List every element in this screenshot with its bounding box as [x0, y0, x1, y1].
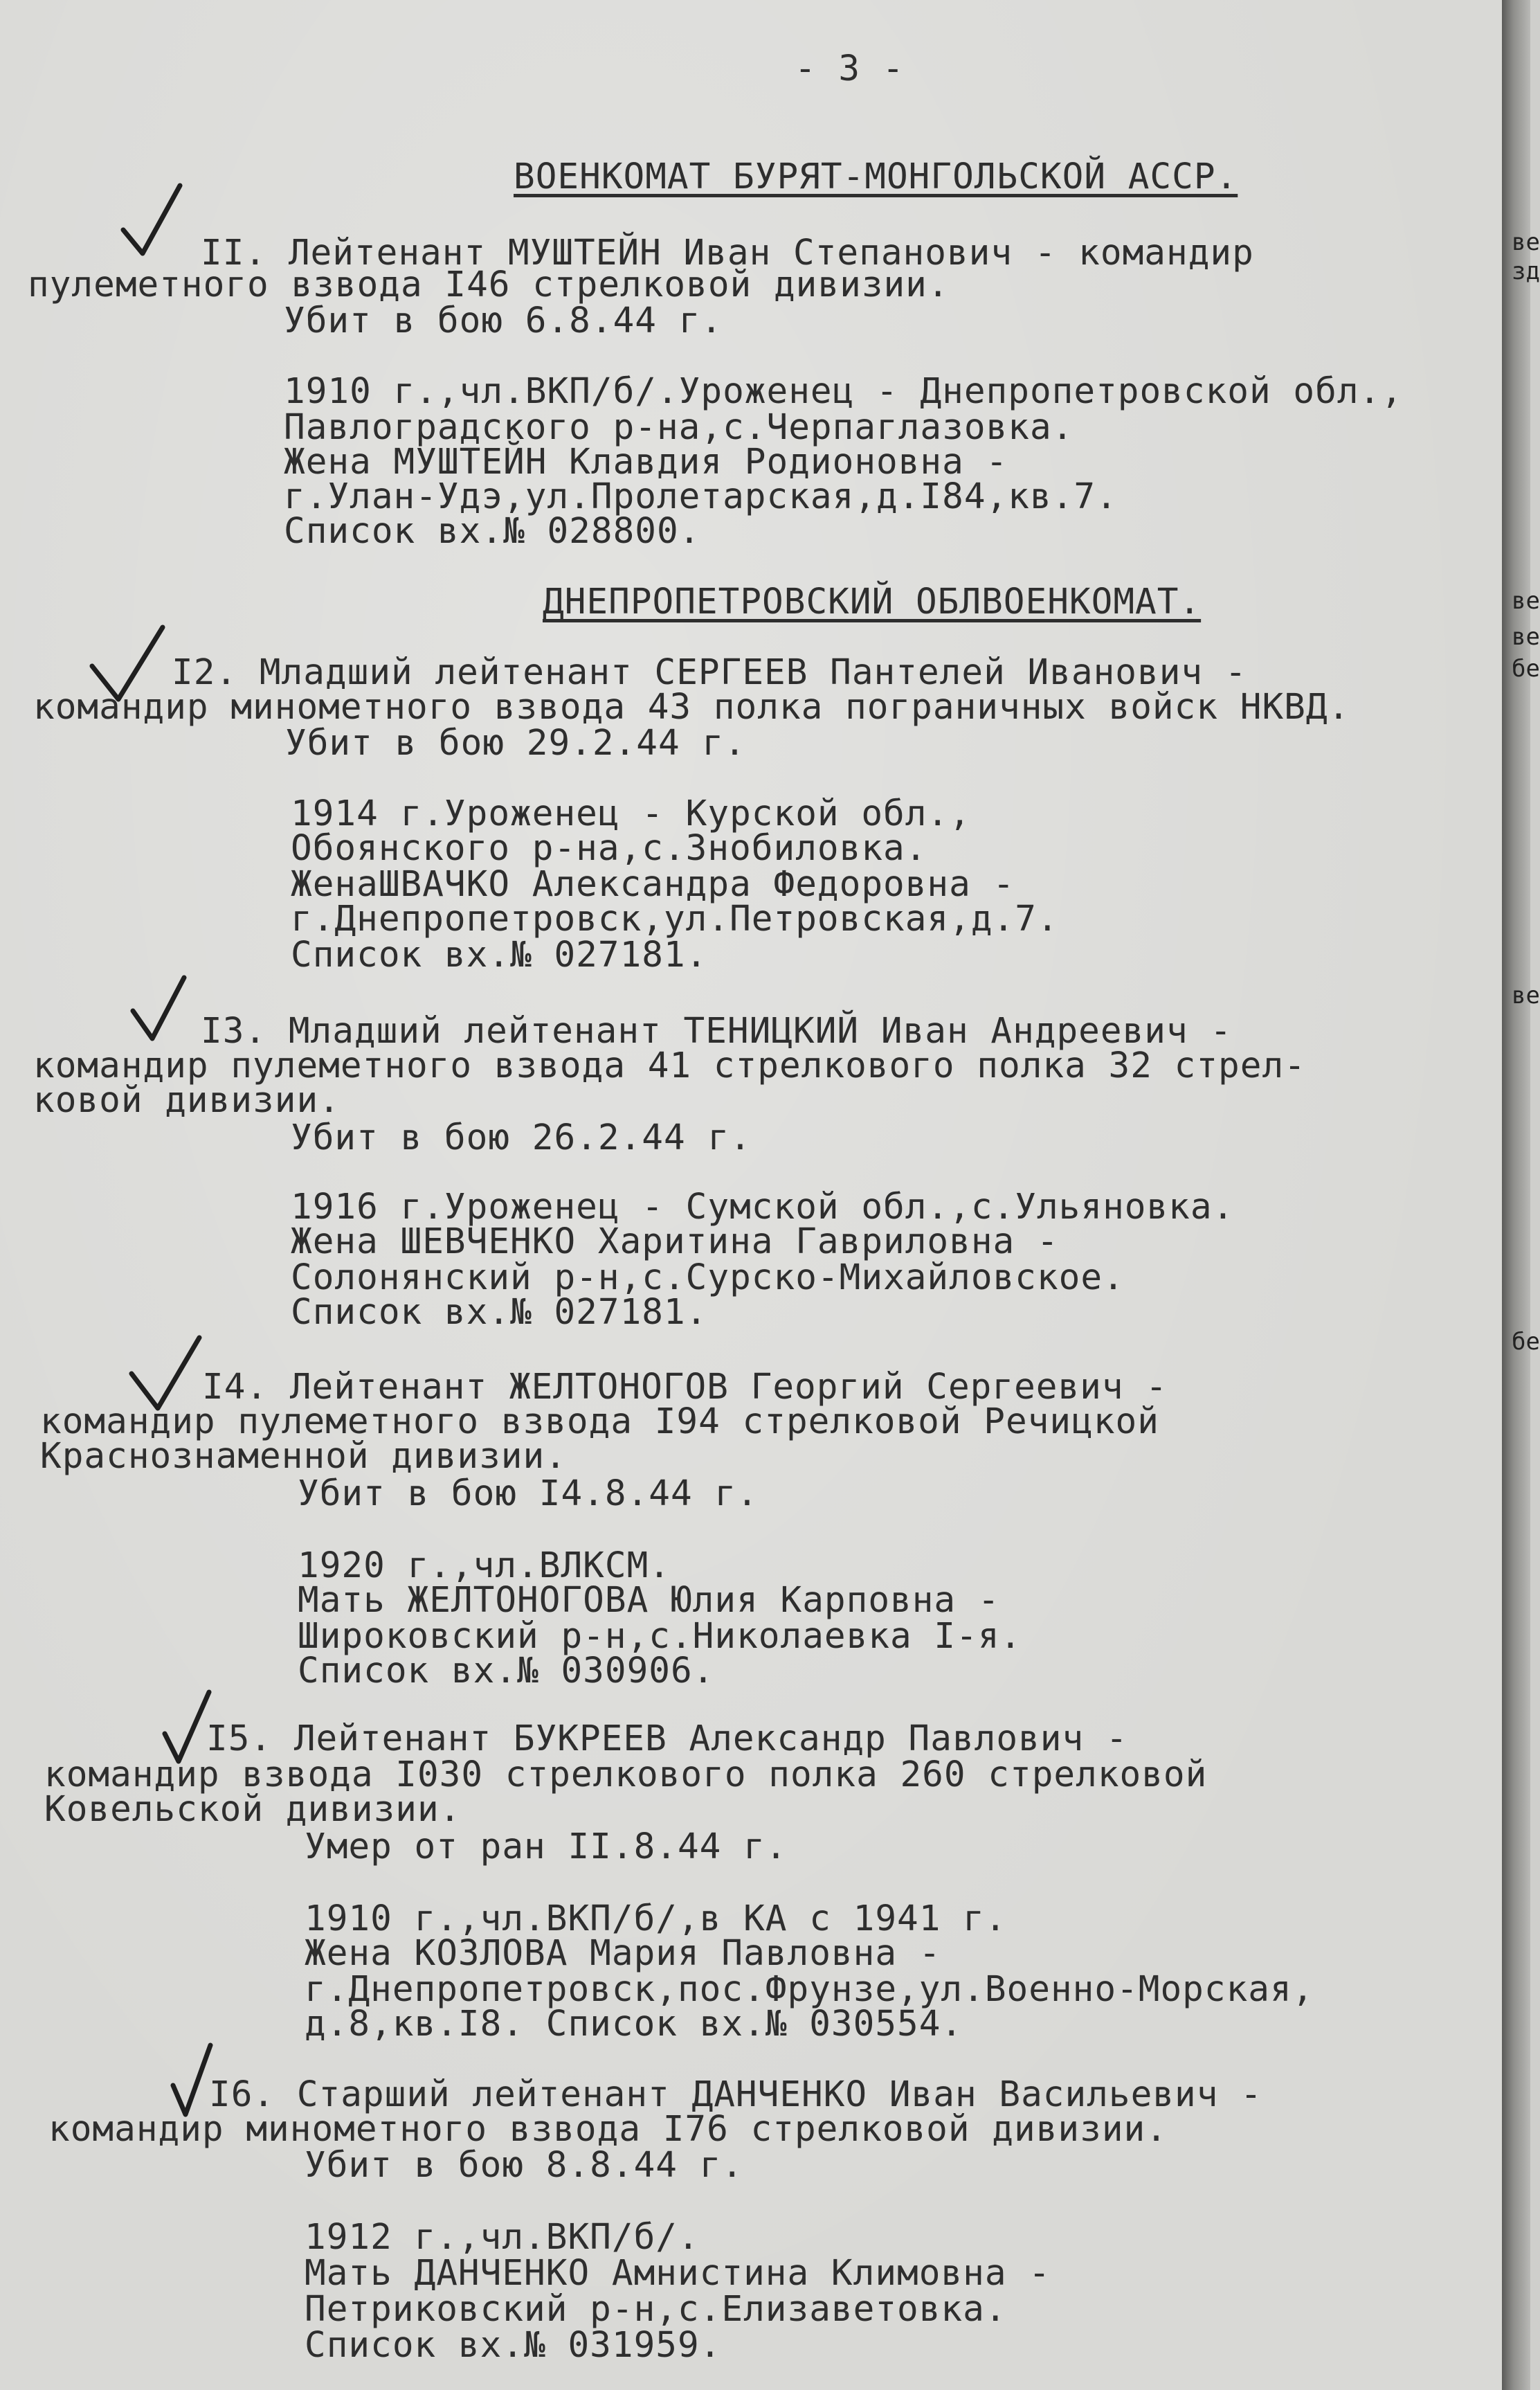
entry-line: г.Днепропетровск,ул.Петровская,д.7.: [291, 899, 1059, 940]
entry-line: Убит в бою 8.8.44 г.: [305, 2145, 744, 2186]
entry-line: Жена ШЕВЧЕНКО Харитина Гавриловна -: [291, 1221, 1059, 1262]
entry-line: Убит в бою I4.8.44 г.: [298, 1473, 759, 1514]
edge-fragment: ве: [1512, 623, 1540, 651]
entry-line: Жена МУШТЕЙН Клавдия Родионовна -: [284, 442, 1008, 483]
entry-line: II. Лейтенант МУШТЕЙН Иван Степанович - командир: [201, 233, 1254, 273]
entry-line: Умер от ран II.8.44 г.: [305, 1826, 788, 1867]
entry-line: командир минометного взвода 43 полка пограничных войск НКВД.: [33, 687, 1350, 728]
entry-line: Список вх.№ 027181.: [291, 935, 708, 976]
edge-fragment: зд: [1512, 258, 1540, 285]
entry-line: 1914 г.Уроженец - Курской обл.,: [291, 793, 971, 834]
entry-line: 1920 г.,чл.ВЛКСМ.: [298, 1545, 671, 1586]
entry-line: Обоянского р-на,с.Знобиловка.: [291, 828, 927, 869]
edge-fragment: бе: [1512, 1328, 1540, 1356]
entry-line: г.Улан-Удэ,ул.Пролетарская,д.I84,кв.7.: [284, 476, 1118, 517]
entry-line: I4. Лейтенант ЖЕЛТОНОГОВ Георгий Сергеевич -: [202, 1367, 1168, 1408]
entry-line: Список вх.№ 031959.: [305, 2325, 722, 2366]
entry-line: I5. Лейтенант БУКРЕЕВ Александр Павлович -: [206, 1718, 1128, 1759]
entry-line: командир минометного взвода I76 стрелковой дивизии.: [48, 2109, 1168, 2150]
entry-line: Широковский р-н,с.Николаевка I-я.: [298, 1616, 1022, 1657]
entry-line: Краснознаменной дивизии.: [40, 1436, 567, 1477]
entry-line: 1910 г.,чл.ВКП/б/.Уроженец - Днепропетровской обл.,: [284, 371, 1403, 412]
entry-line: Список вх.№ 027181.: [291, 1292, 708, 1333]
entry-line: ЖенаШВАЧКО Александра Федоровна -: [291, 864, 1015, 905]
entry-line: 1910 г.,чл.ВКП/б/,в КА с 1941 г.: [305, 1898, 1007, 1939]
checkmark-icon: [116, 181, 199, 264]
entry-line: командир пулеметного взвода 41 стрелкового полка 32 стрел-: [33, 1045, 1306, 1086]
entry-line: Мать ЖЕЛТОНОГОВА Юлия Карповна -: [298, 1580, 1000, 1621]
edge-fragment: ве: [1512, 228, 1540, 256]
entry-line: I6. Старший лейтенант ДАНЧЕНКО Иван Васильевич -: [209, 2074, 1262, 2115]
entry-line: Жена КОЗЛОВА Мария Павловна -: [305, 1933, 941, 1974]
entry-line: д.8,кв.I8. Список вх.№ 030554.: [305, 2004, 963, 2045]
entry-line: Убит в бою 6.8.44 г.: [284, 300, 723, 341]
entry-line: командир взвода I030 стрелкового полка 260 стрелковой: [44, 1754, 1208, 1795]
entry-line: ковой дивизии.: [33, 1080, 341, 1121]
entry-line: Павлоградского р-на,с.Черпаглазовка.: [284, 407, 1074, 448]
entry-line: Мать ДАНЧЕНКО Амнистина Климовна -: [305, 2253, 1051, 2294]
entry-line: Солонянский р-н,с.Сурско-Михайловское.: [291, 1257, 1125, 1298]
page-number: - 3 -: [795, 48, 905, 89]
edge-fragment: бе: [1512, 655, 1540, 683]
section-heading: ВОЕНКОМАТ БУРЯТ-МОНГОЛЬСКОЙ АССР.: [514, 156, 1238, 197]
entry-line: I2. Младший лейтенант СЕРГЕЕВ Пантелей Иванович -: [172, 652, 1247, 693]
edge-fragment: ве: [1512, 982, 1540, 1009]
entry-line: Ковельской дивизии.: [44, 1789, 462, 1830]
adjacent-page-edge: [1502, 0, 1540, 2390]
section-heading: ДНЕПРОПЕТРОВСКИЙ ОБЛВОЕНКОМАТ.: [543, 582, 1202, 622]
entry-line: г.Днепропетровск,пос.Фрунзе,ул.Военно-Морская,: [305, 1969, 1314, 2010]
checkmark-icon: [125, 971, 208, 1054]
entry-line: Убит в бою 29.2.44 г.: [285, 723, 746, 764]
edge-fragment: ве: [1512, 587, 1540, 615]
entry-line: 1916 г.Уроженец - Сумской обл.,с.Ульяновка.: [291, 1187, 1235, 1228]
entry-line: пулеметного взвода I46 стрелковой дивизии.: [28, 264, 950, 305]
entry-line: Список вх.№ 028800.: [284, 511, 701, 552]
entry-line: Петриковский р-н,с.Елизаветовка.: [305, 2289, 1007, 2330]
entry-line: Список вх.№ 030906.: [298, 1651, 715, 1691]
entry-line: Убит в бою 26.2.44 г.: [291, 1117, 752, 1158]
entry-line: 1912 г.,чл.ВКП/б/.: [305, 2217, 700, 2258]
entry-line: I3. Младший лейтенант ТЕНИЦКИЙ Иван Андреевич -: [201, 1011, 1233, 1052]
entry-line: командир пулеметного взвода I94 стрелковой Речицкой: [40, 1401, 1159, 1442]
